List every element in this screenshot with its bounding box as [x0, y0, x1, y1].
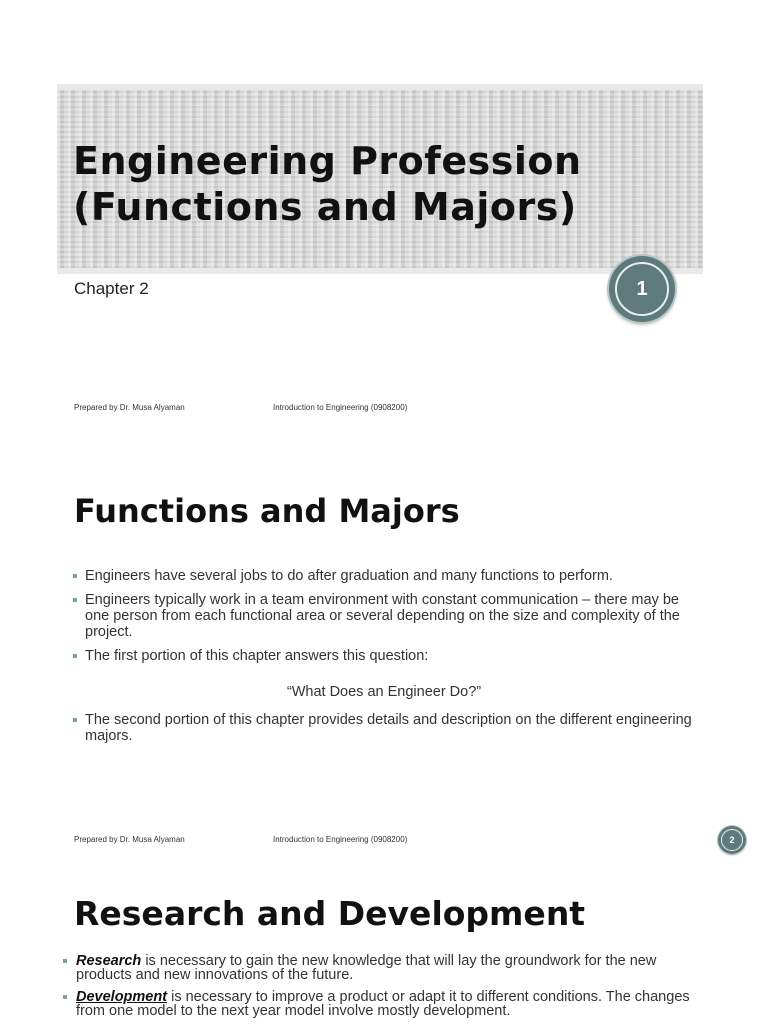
- bullet-marker-icon: [63, 995, 67, 999]
- bullet-marker-icon: [73, 598, 77, 602]
- bullet-item: Engineers typically work in a team environment with constant communication – there may be one person from each functional area or several depending on the size and complexity of the project.: [72, 592, 692, 640]
- bullet-item: The second portion of this chapter provides details and description on the different engineering majors.: [72, 712, 692, 744]
- quote-text: “What Does an Engineer Do?”: [286, 684, 482, 700]
- slide-subtitle: Chapter 2: [74, 279, 149, 298]
- slide-title: Engineering Profession (Functions and Majors): [73, 139, 582, 229]
- term-label: Development: [76, 989, 168, 1005]
- slide-number: 1: [615, 262, 669, 316]
- slide-2: [0, 440, 768, 860]
- bullet-item: Research is necessary to gain the new knowledge that will lay the groundwork for the new products and new innovations of the future.: [62, 954, 702, 982]
- footer-author: Prepared by Dr. Musa Alyaman: [74, 835, 185, 844]
- footer-course: Introduction to Engineering (0908200): [273, 835, 408, 844]
- bullet-list: [72, 712, 692, 752]
- footer-course: Introduction to Engineering (0908200): [273, 403, 408, 412]
- bullet-list: [72, 568, 692, 672]
- bullet-marker-icon: [73, 718, 77, 722]
- bullet-list: [62, 954, 702, 1026]
- slide-number-badge: [718, 826, 746, 854]
- title-banner: [57, 84, 703, 274]
- slide-heading: Research and Development: [74, 894, 586, 933]
- bullet-item: The first portion of this chapter answers this question:: [72, 648, 692, 664]
- bullet-marker-icon: [73, 574, 77, 578]
- term-label: Research: [76, 953, 142, 969]
- slide-number: 2: [721, 829, 743, 851]
- footer-author: Prepared by Dr. Musa Alyaman: [74, 403, 185, 412]
- slide-heading: Functions and Majors: [74, 492, 460, 530]
- slide-1: [0, 0, 768, 432]
- bullet-marker-icon: [73, 654, 77, 658]
- bullet-marker-icon: [63, 959, 67, 963]
- slide-3: [0, 868, 768, 1024]
- slide-number-badge: [609, 256, 675, 322]
- bullet-item: Engineers have several jobs to do after graduation and many functions to perform.: [72, 568, 692, 584]
- bullet-item: Development is necessary to improve a product or adapt it to different conditions. The changes from one model to the next year model involve mostly development.: [62, 990, 702, 1018]
